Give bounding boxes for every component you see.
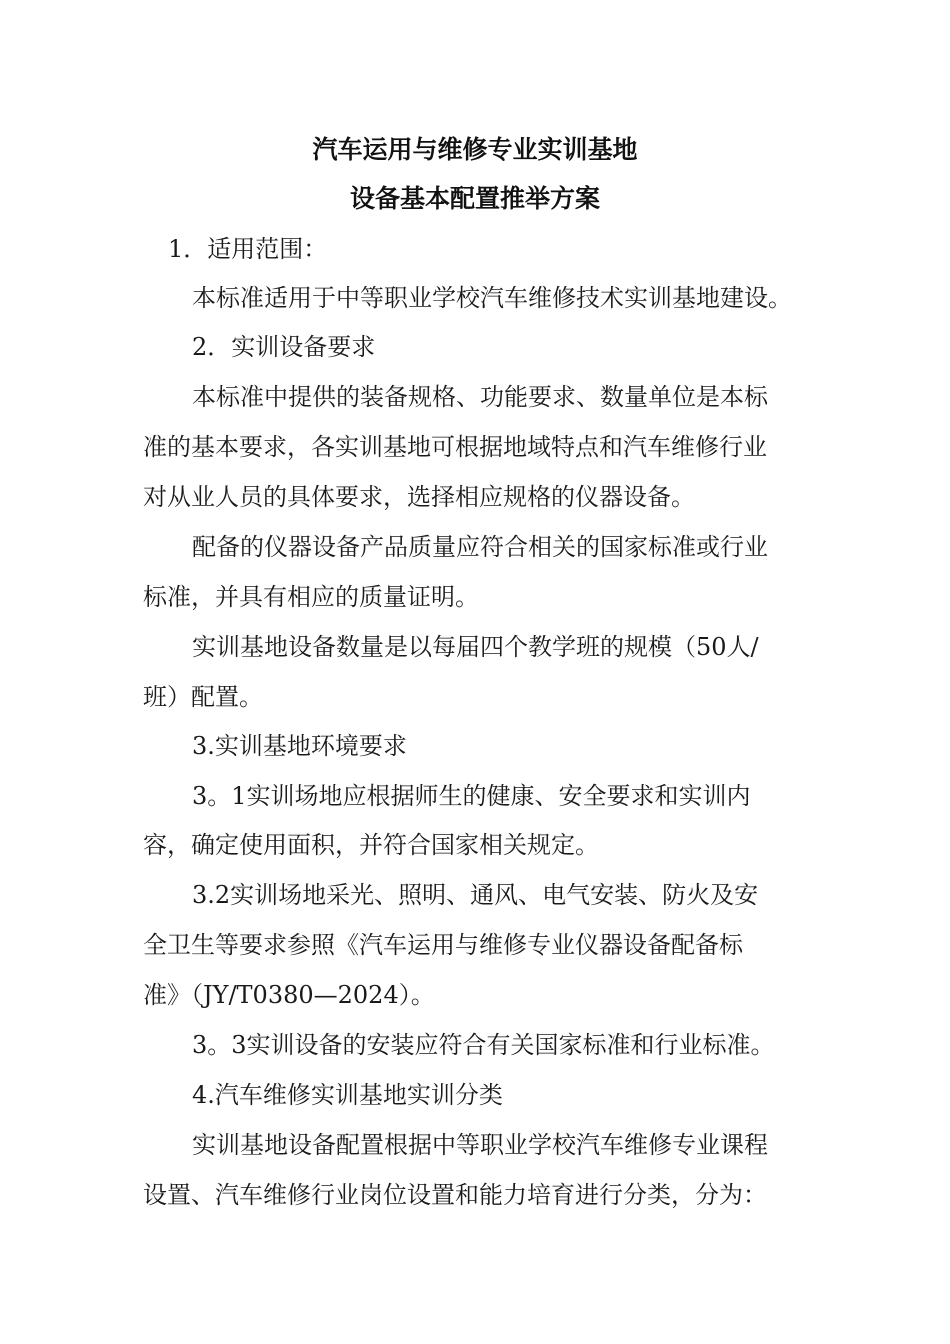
paragraph-line: 对从业人员的具体要求，选择相应规格的仪器设备。 [143,483,695,511]
paragraph-line: 设置、汽车维修行业岗位设置和能力培育进行分类，分为： [143,1181,767,1209]
document-title-line-2: 设备基本配置推举方案 [349,184,600,213]
paragraph-line: 全卫生等要求参照《汽车运用与维修专业仪器设备配备标 [143,931,743,959]
section-heading-scope: 1．适用范围： [168,235,328,263]
paragraph-line: 容，确定使用面积，并符合国家相关规定。 [143,831,599,859]
paragraph-line: 3。3实训设备的安装应符合有关国家标准和行业标准。 [192,1031,775,1059]
paragraph-line: 配备的仪器设备产品质量应符合相关的国家标准或行业 [192,533,768,561]
document-title-line-1: 汽车运用与维修专业实训基地 [312,135,638,164]
paragraph-line: 准的基本要求，各实训基地可根据地域特点和汽车维修行业 [143,433,767,461]
paragraph-line: 实训基地设备配置根据中等职业学校汽车维修专业课程 [192,1131,768,1159]
paragraph-line: 实训基地设备数量是以每届四个教学班的规模（50人/ [192,633,759,661]
paragraph-line: 本标准中提供的装备规格、功能要求、数量单位是本标 [192,383,768,411]
paragraph-line: 准》（JY/T0380—2024）。 [143,981,435,1009]
paragraph-line: 本标准适用于中等职业学校汽车维修技术实训基地建设。 [192,284,792,312]
section-heading-equipment: 2．实训设备要求 [192,333,376,361]
paragraph-line: 标准，并具有相应的质量证明。 [143,583,479,611]
paragraph-line: 3.2实训场地采光、照明、通风、电气安装、防火及安 [192,881,759,909]
section-heading-environment: 3.实训基地环境要求 [192,732,407,760]
section-heading-classification: 4.汽车维修实训基地实训分类 [192,1081,503,1109]
paragraph-line: 3。1实训场地应根据师生的健康、安全要求和实训内 [192,782,751,810]
paragraph-line: 班）配置。 [143,683,263,711]
